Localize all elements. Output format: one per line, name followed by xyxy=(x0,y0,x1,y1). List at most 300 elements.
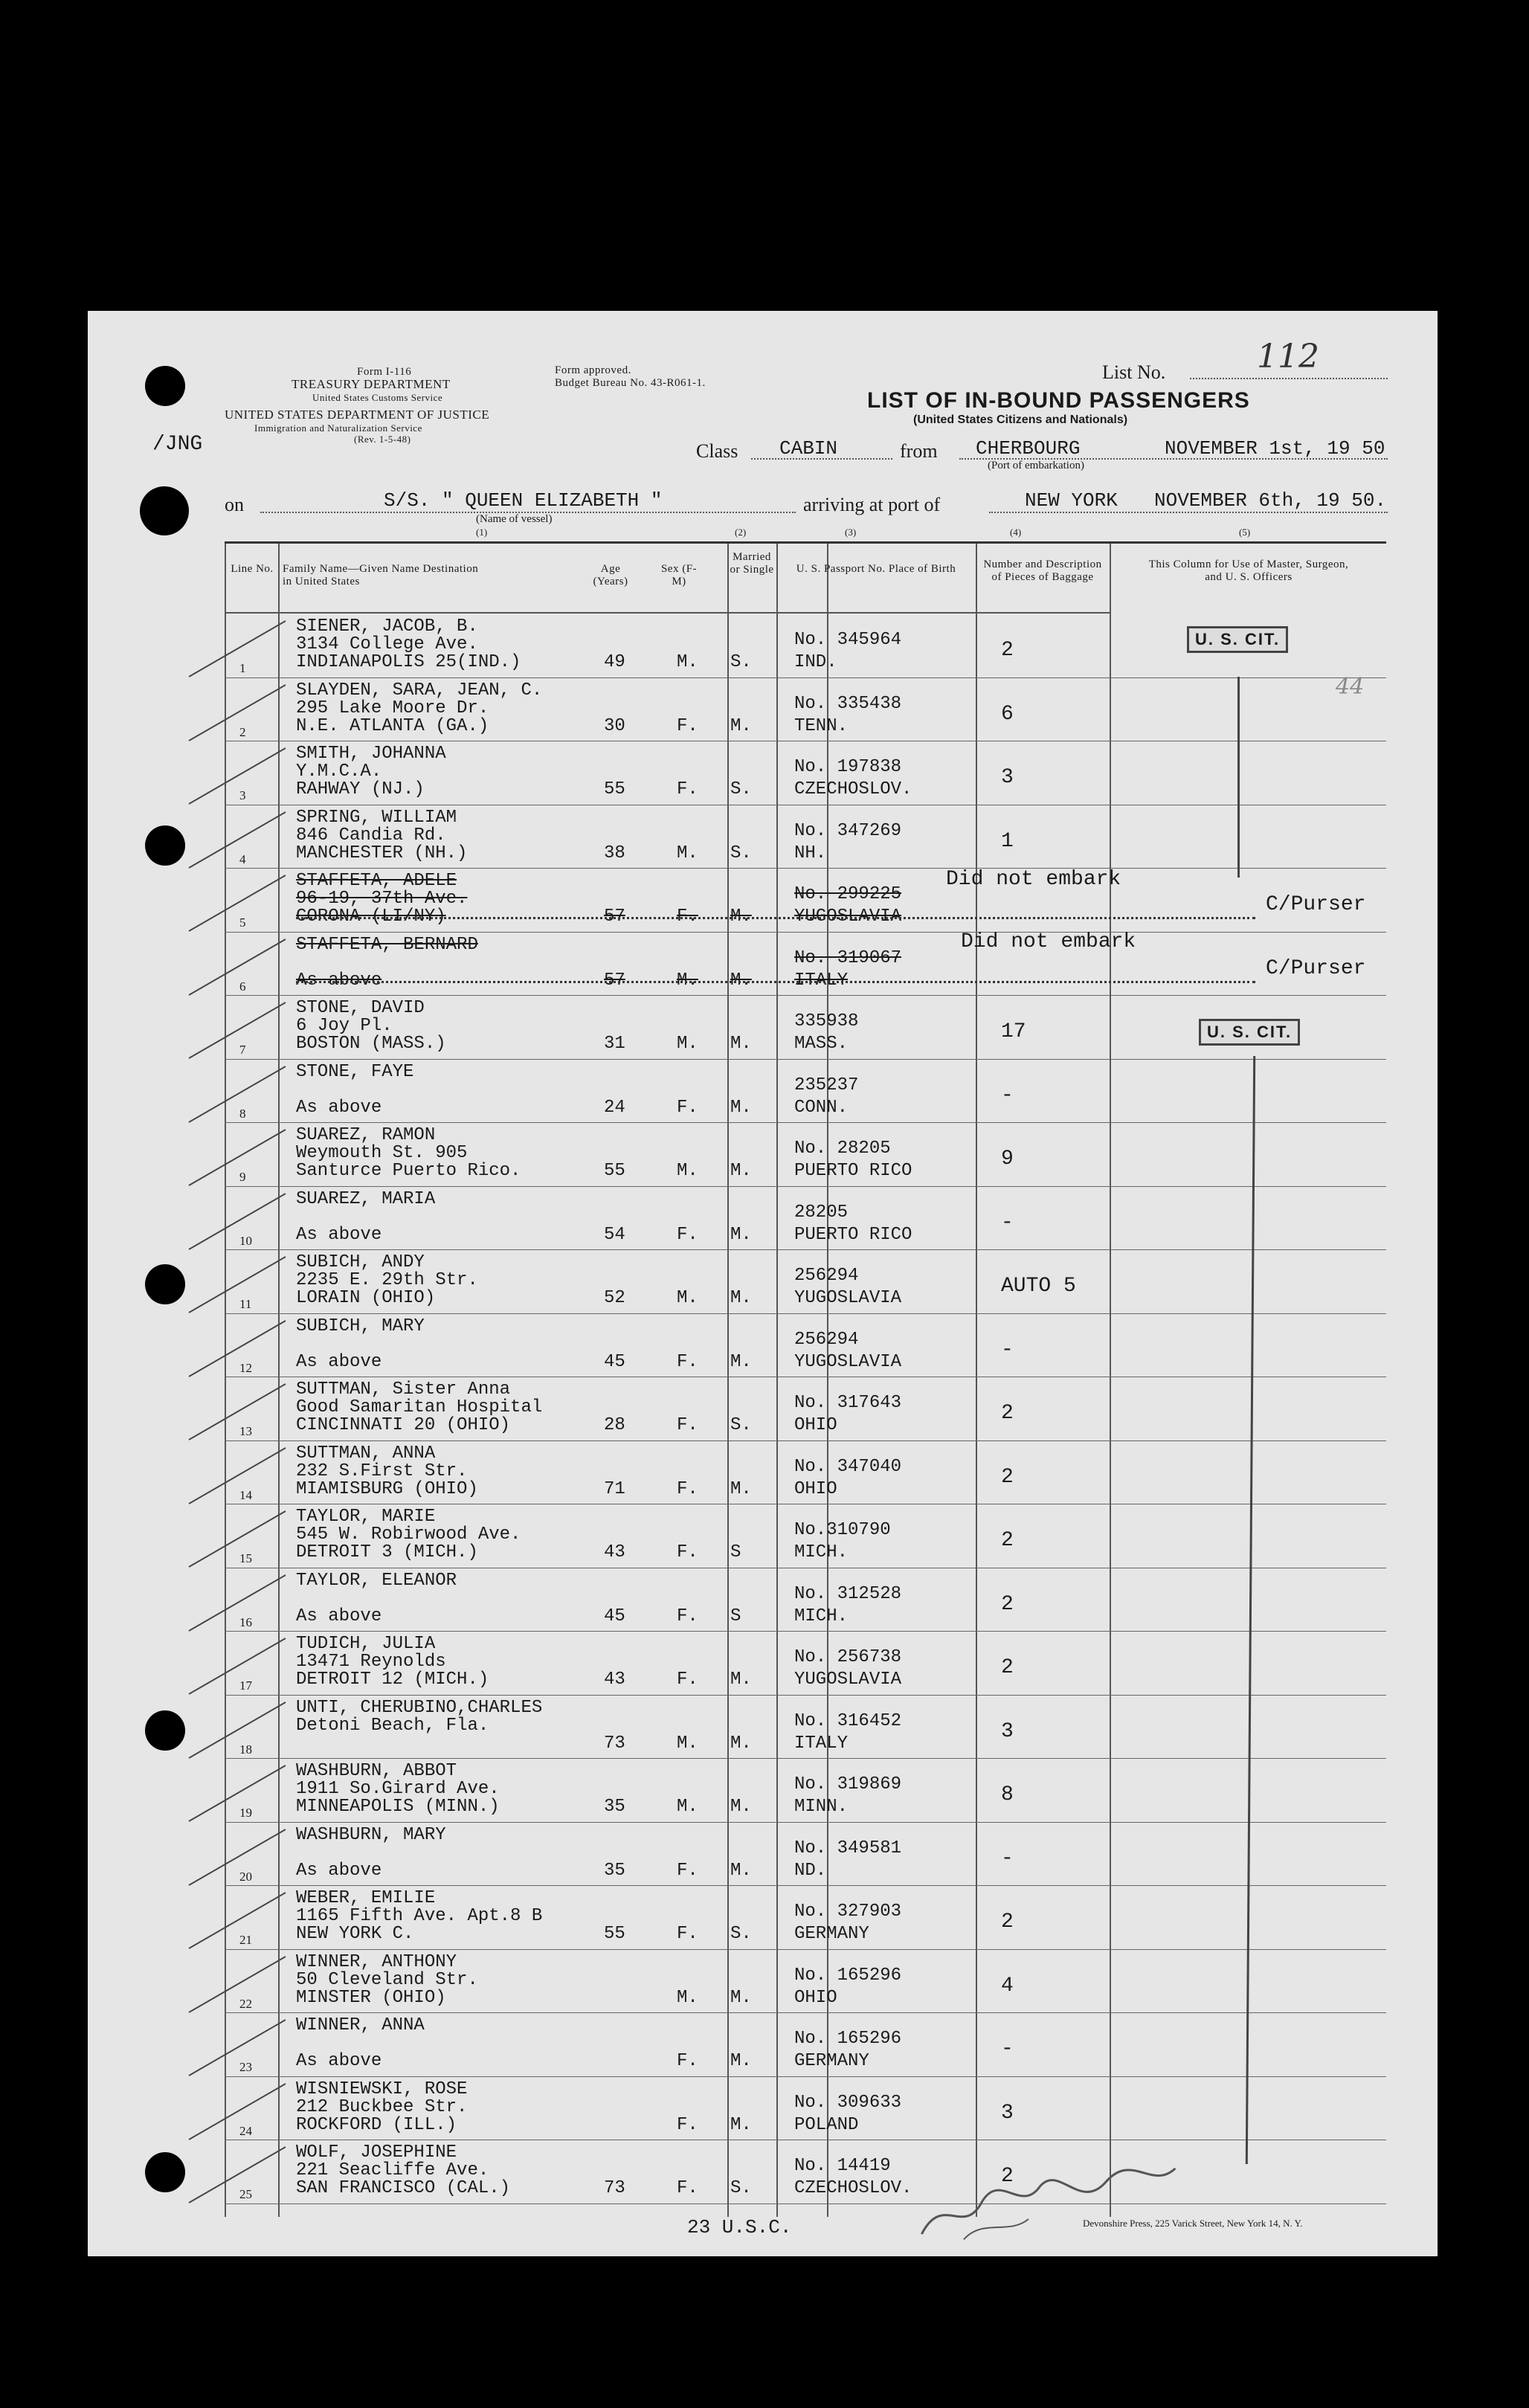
passenger-sex: M. xyxy=(677,1987,698,2008)
passenger-age: 73 xyxy=(604,2178,625,2198)
passenger-address: Y.M.C.A. xyxy=(296,762,382,782)
passenger-address: 221 Seacliffe Ave. xyxy=(296,2160,489,2180)
passport-number: No. 317643 xyxy=(794,1393,902,1413)
passenger-city: MIAMISBURG (OHIO) xyxy=(296,1478,478,1499)
embark-port-caption: (Port of embarkation) xyxy=(988,460,1084,471)
place-of-birth: YUGOSLAVIA xyxy=(794,907,902,927)
baggage-count: - xyxy=(1001,2038,1014,2061)
embark-date: NOVEMBER 1st, 19 50 xyxy=(1165,437,1385,460)
passenger-city: Santurce Puerto Rico. xyxy=(296,1161,521,1181)
passenger-name: SLAYDEN, SARA, JEAN, C. xyxy=(296,680,543,701)
passenger-city: CINCINNATI 20 (OHIO) xyxy=(296,1415,511,1435)
table-row xyxy=(225,1249,1386,1314)
revision: (Rev. 1-5-48) xyxy=(354,434,411,445)
baggage-count: 3 xyxy=(1001,766,1014,789)
justice-dept: UNITED STATES DEPARTMENT OF JUSTICE xyxy=(225,408,490,422)
passenger-city: As above xyxy=(296,1097,382,1118)
line-number: 19 xyxy=(239,1806,252,1820)
place-of-birth: YUGOSLAVIA xyxy=(794,1351,902,1372)
passenger-sex: F. xyxy=(677,1478,698,1499)
line-number: 5 xyxy=(239,915,246,930)
passenger-name: SUTTMAN, ANNA xyxy=(296,1443,436,1464)
passenger-age: 54 xyxy=(604,1224,625,1245)
table-row xyxy=(225,741,1386,805)
table-row xyxy=(225,1122,1386,1187)
passenger-age: 71 xyxy=(604,1478,625,1499)
passport-number: 256294 xyxy=(794,1329,859,1350)
marital-status: S. xyxy=(730,843,752,863)
vessel-caption: (Name of vessel) xyxy=(476,513,553,525)
passenger-address: 1165 Fifth Ave. Apt.8 B xyxy=(296,1906,543,1926)
status-note: Did not embark xyxy=(946,868,1121,891)
passenger-sex: F. xyxy=(677,1670,698,1690)
marital-status: S. xyxy=(730,1415,752,1435)
marital-status: M. xyxy=(730,715,752,736)
passenger-age: 73 xyxy=(604,1733,625,1754)
passenger-sex: F. xyxy=(677,2114,698,2135)
baggage-count: 2 xyxy=(1001,1465,1014,1489)
budget-bureau: Budget Bureau No. 43-R061-1. xyxy=(555,377,706,389)
passenger-city: RAHWAY (NJ.) xyxy=(296,779,425,799)
passenger-sex: F. xyxy=(677,907,698,927)
passenger-city: MINNEAPOLIS (MINN.) xyxy=(296,1797,500,1817)
passenger-city: DETROIT 3 (MICH.) xyxy=(296,1542,478,1562)
line-number: 11 xyxy=(239,1297,252,1311)
passenger-name: SIENER, JACOB, B. xyxy=(296,617,478,637)
form-number: Form I-116 xyxy=(357,366,412,378)
passenger-name: TAYLOR, MARIE xyxy=(296,1507,436,1527)
passenger-age: 35 xyxy=(604,1797,625,1817)
marital-status: M. xyxy=(730,2051,752,2071)
passenger-age: 43 xyxy=(604,1542,625,1562)
place-of-birth: POLAND xyxy=(794,2114,859,2135)
passenger-address: 232 S.First Str. xyxy=(296,1461,468,1481)
passenger-sex: F. xyxy=(677,2051,698,2071)
marital-status: M. xyxy=(730,1478,752,1499)
col-num-1: (1) xyxy=(476,527,488,538)
passenger-city: As above xyxy=(296,1860,382,1881)
passenger-name: TUDICH, JULIA xyxy=(296,1634,436,1654)
table-row xyxy=(225,2076,1386,2141)
passport-number: 256294 xyxy=(794,1266,859,1286)
vessel-name: S/S. " QUEEN ELIZABETH " xyxy=(384,489,663,512)
passenger-name: SUAREZ, RAMON xyxy=(296,1125,436,1145)
passenger-age: 55 xyxy=(604,1924,625,1944)
line-number: 4 xyxy=(239,852,246,866)
marital-status: M. xyxy=(730,907,752,927)
passenger-name: SPRING, WILLIAM xyxy=(296,807,457,828)
line-number: 22 xyxy=(239,1996,252,2011)
status-note: Did not embark xyxy=(961,930,1136,953)
line-number: 18 xyxy=(239,1742,252,1757)
line-number: 10 xyxy=(239,1233,252,1248)
passenger-name: WASHBURN, MARY xyxy=(296,1824,446,1845)
passenger-name: SUBICH, MARY xyxy=(296,1316,425,1336)
passport-number: No. 165296 xyxy=(794,2029,902,2049)
binder-hole xyxy=(145,1264,185,1304)
baggage-count: 9 xyxy=(1001,1147,1014,1171)
passenger-age: 45 xyxy=(604,1606,625,1626)
place-of-birth: CONN. xyxy=(794,1097,849,1118)
table-row xyxy=(225,1313,1386,1378)
passenger-city: As above xyxy=(296,1606,382,1626)
baggage-count: 2 xyxy=(1001,1592,1014,1616)
passenger-name: SUTTMAN, Sister Anna xyxy=(296,1380,511,1400)
line-number: 2 xyxy=(239,724,246,739)
line-number: 25 xyxy=(239,2187,252,2201)
passenger-age: 28 xyxy=(604,1415,625,1435)
class-value: CABIN xyxy=(779,437,838,460)
baggage-count: 2 xyxy=(1001,639,1014,662)
passenger-age: 35 xyxy=(604,1860,625,1881)
purser-note: C/Purser xyxy=(1266,956,1366,980)
marital-status: M. xyxy=(730,1351,752,1372)
passenger-city: ROCKFORD (ILL.) xyxy=(296,2114,457,2135)
table-row xyxy=(225,1377,1386,1441)
passenger-address: 50 Cleveland Str. xyxy=(296,1969,478,1990)
passenger-sex: F. xyxy=(677,1924,698,1944)
col-header-married: Married or Single xyxy=(730,551,774,576)
passenger-name: UNTI, CHERUBINO,CHARLES xyxy=(296,1697,543,1718)
place-of-birth: MICH. xyxy=(794,1542,849,1562)
passport-number: No. 319869 xyxy=(794,1774,902,1794)
passenger-name: WISNIEWSKI, ROSE xyxy=(296,2079,468,2099)
place-of-birth: YUGOSLAVIA xyxy=(794,1670,902,1690)
place-of-birth: IND. xyxy=(794,652,837,672)
col-num-4: (4) xyxy=(1010,527,1022,538)
passenger-city: MANCHESTER (NH.) xyxy=(296,843,468,863)
place-of-birth: TENN. xyxy=(794,715,849,736)
place-of-birth: CZECHOSLOV. xyxy=(794,779,912,799)
line-number: 17 xyxy=(239,1678,252,1693)
on-label: on xyxy=(225,494,244,515)
passenger-address: 545 W. Robirwood Ave. xyxy=(296,1525,521,1545)
passenger-age: 38 xyxy=(604,843,625,863)
passenger-address: 13471 Reynolds xyxy=(296,1652,446,1672)
passport-number: No. 197838 xyxy=(794,757,902,777)
table-row xyxy=(225,1822,1386,1887)
line-number: 8 xyxy=(239,1106,246,1121)
table-row xyxy=(225,1059,1386,1124)
treasury-dept: TREASURY DEPARTMENT xyxy=(292,377,451,391)
line-number: 7 xyxy=(239,1043,246,1057)
passenger-age: 57 xyxy=(604,907,625,927)
marital-status: S. xyxy=(730,2178,752,2198)
passenger-city: CORONA (LI/NY) xyxy=(296,907,446,927)
passport-number: No. 335438 xyxy=(794,693,902,714)
passport-number: No. 299225 xyxy=(794,884,902,904)
passenger-address: 1911 So.Girard Ave. xyxy=(296,1779,500,1799)
passenger-city: DETROIT 12 (MICH.) xyxy=(296,1670,489,1690)
line-number: 23 xyxy=(239,2060,252,2074)
ins-service: Immigration and Naturalization Service xyxy=(254,422,422,434)
line-number: 21 xyxy=(239,1933,252,1947)
table-row xyxy=(225,1440,1386,1505)
passenger-name: SUAREZ, MARIA xyxy=(296,1188,436,1209)
place-of-birth: MICH. xyxy=(794,1606,849,1626)
passenger-city: As above xyxy=(296,1224,382,1245)
place-of-birth: MASS. xyxy=(794,1034,849,1054)
baggage-count: 6 xyxy=(1001,702,1014,726)
us-citizen-stamp: U. S. CIT. xyxy=(1199,1019,1300,1046)
passenger-address: Weymouth St. 905 xyxy=(296,1143,468,1163)
passport-number: No. 14419 xyxy=(794,2156,891,2176)
passenger-address: 846 Candia Rd. xyxy=(296,825,446,846)
place-of-birth: OHIO xyxy=(794,1415,837,1435)
passenger-sex: F. xyxy=(677,1097,698,1118)
marital-status: M. xyxy=(730,1860,752,1881)
passenger-address: 295 Lake Moore Dr. xyxy=(296,698,489,718)
line-number: 13 xyxy=(239,1424,252,1438)
baggage-count: - xyxy=(1001,1847,1014,1870)
line-number: 12 xyxy=(239,1360,252,1375)
passenger-age: 24 xyxy=(604,1097,625,1118)
passenger-city: BOSTON (MASS.) xyxy=(296,1034,446,1054)
col-header-line: Line No. xyxy=(231,563,274,575)
passenger-name: STAFFETA, BERNARD xyxy=(296,934,478,955)
baggage-count: 2 xyxy=(1001,2165,1014,2188)
line-number: 9 xyxy=(239,1170,246,1184)
passenger-age: 30 xyxy=(604,715,625,736)
from-dotline xyxy=(959,458,1388,460)
marital-status: M. xyxy=(730,1797,752,1817)
passenger-address: 3134 College Ave. xyxy=(296,634,478,654)
passport-number: No. 309633 xyxy=(794,2092,902,2113)
col-header-baggage: Number and Description of Pieces of Baggage xyxy=(983,558,1102,583)
passenger-address: 96-19, 37th Ave. xyxy=(296,889,468,909)
baggage-count: 3 xyxy=(1001,2101,1014,2125)
passport-number: No. 165296 xyxy=(794,1965,902,1986)
passenger-address: 2235 E. 29th Str. xyxy=(296,1270,478,1290)
col-num-3: (3) xyxy=(845,527,857,538)
passport-number: No. 347040 xyxy=(794,1456,902,1477)
passenger-sex: F. xyxy=(677,1351,698,1372)
passenger-address: Detoni Beach, Fla. xyxy=(296,1715,489,1736)
line-number: 1 xyxy=(239,661,246,675)
passenger-sex: F. xyxy=(677,1542,698,1562)
marital-status: S. xyxy=(730,652,752,672)
passenger-name: STONE, FAYE xyxy=(296,1061,414,1082)
passport-number: 335938 xyxy=(794,1011,859,1031)
baggage-count: - xyxy=(1001,1338,1014,1362)
place-of-birth: PUERTO RICO xyxy=(794,1224,912,1245)
passenger-sex: F. xyxy=(677,1606,698,1626)
col-header-age: Age (Years) xyxy=(593,563,628,587)
table-row xyxy=(225,1695,1386,1760)
arrival-date: NOVEMBER 6th, 19 50. xyxy=(1154,489,1387,512)
table-row xyxy=(225,1186,1386,1251)
table-row xyxy=(225,1568,1386,1632)
passport-number: No. 256738 xyxy=(794,1647,902,1667)
passenger-name: TAYLOR, ELEANOR xyxy=(296,1570,457,1591)
baggage-count: 2 xyxy=(1001,1910,1014,1934)
dotted-leader xyxy=(296,981,1255,983)
passenger-city: MINSTER (OHIO) xyxy=(296,1987,446,2008)
passenger-name: WINNER, ANNA xyxy=(296,2015,425,2035)
col-header-official: This Column for Use of Master, Surgeon, and U. S. Officers xyxy=(1148,558,1349,583)
passenger-city: SAN FRANCISCO (CAL.) xyxy=(296,2178,511,2198)
passport-number: No. 345964 xyxy=(794,630,902,650)
table-row xyxy=(225,1504,1386,1568)
table-row xyxy=(225,1949,1386,2014)
passport-number: No. 327903 xyxy=(794,1902,902,1922)
arrival-port: NEW YORK xyxy=(1025,489,1118,512)
line-number: 3 xyxy=(239,788,246,802)
margin-count-note: 44 xyxy=(1336,674,1365,700)
baggage-count: 3 xyxy=(1001,1719,1014,1743)
class-label: Class xyxy=(696,440,738,462)
marital-status: M. xyxy=(730,1097,752,1118)
col-header-passport: U. S. Passport No. Place of Birth xyxy=(796,563,956,575)
passenger-sex: F. xyxy=(677,1224,698,1245)
marital-status: M. xyxy=(730,970,752,991)
baggage-count: - xyxy=(1001,1211,1014,1234)
place-of-birth: ND. xyxy=(794,1860,827,1881)
passenger-table xyxy=(225,541,1386,2217)
line-number: 15 xyxy=(239,1551,252,1565)
marital-status: S. xyxy=(730,1924,752,1944)
col-header-name: Family Name—Given Name Destination in United States xyxy=(283,563,479,587)
passenger-age: 55 xyxy=(604,779,625,799)
passenger-sex: M. xyxy=(677,1797,698,1817)
table-row xyxy=(225,2140,1386,2204)
passenger-sex: M. xyxy=(677,970,698,991)
table-row xyxy=(225,868,1386,933)
table-row xyxy=(225,1631,1386,1696)
passenger-address: Good Samaritan Hospital xyxy=(296,1397,543,1417)
place-of-birth: ITALY xyxy=(794,1733,849,1754)
passenger-sex: F. xyxy=(677,1860,698,1881)
passenger-city: N.E. ATLANTA (GA.) xyxy=(296,715,489,736)
printer-note: Devonshire Press, 225 Varick Street, New York 14, N. Y. xyxy=(1083,2218,1303,2229)
passenger-sex: M. xyxy=(677,1034,698,1054)
passenger-name: STONE, DAVID xyxy=(296,998,425,1018)
passenger-name: WEBER, EMILIE xyxy=(296,1888,436,1908)
passenger-address: 6 Joy Pl. xyxy=(296,1016,393,1036)
passenger-sex: F. xyxy=(677,779,698,799)
place-of-birth: GERMANY xyxy=(794,1924,869,1944)
line-number: 6 xyxy=(239,979,246,994)
dotted-leader xyxy=(296,917,1255,919)
col-num-2: (2) xyxy=(735,527,747,538)
line-number: 24 xyxy=(239,2123,252,2138)
binder-hole xyxy=(145,825,185,866)
customs-service: United States Customs Service xyxy=(312,392,443,403)
passenger-sex: F. xyxy=(677,1415,698,1435)
page-subtitle: (United States Citizens and Nationals) xyxy=(913,413,1128,426)
marital-status: M. xyxy=(730,2114,752,2135)
place-of-birth: MINN. xyxy=(794,1797,849,1817)
table-row xyxy=(225,2012,1386,2077)
passport-number: No. 312528 xyxy=(794,1583,902,1604)
passenger-city: NEW YORK C. xyxy=(296,1924,414,1944)
us-citizen-stamp: U. S. CIT. xyxy=(1187,626,1288,653)
place-of-birth: YUGOSLAVIA xyxy=(794,1288,902,1308)
passenger-sex: M. xyxy=(677,1733,698,1754)
passenger-city: LORAIN (OHIO) xyxy=(296,1288,436,1308)
embark-port: CHERBOURG xyxy=(976,437,1081,460)
line-number: 16 xyxy=(239,1615,252,1629)
marital-status: M. xyxy=(730,1987,752,2008)
passenger-name: SMITH, JOHANNA xyxy=(296,744,446,764)
passenger-city: As above xyxy=(296,2051,382,2071)
baggage-count: 17 xyxy=(1001,1020,1026,1043)
table-row xyxy=(225,677,1386,742)
passport-number: No. 316452 xyxy=(794,1710,902,1731)
purser-note: C/Purser xyxy=(1266,893,1366,916)
passenger-address: 212 Buckbee Str. xyxy=(296,2096,468,2117)
binder-hole xyxy=(140,486,189,535)
baggage-count: 2 xyxy=(1001,1656,1014,1679)
place-of-birth: GERMANY xyxy=(794,2051,869,2071)
passenger-sex: F. xyxy=(677,715,698,736)
binder-hole xyxy=(145,366,185,406)
passenger-sex: F. xyxy=(677,2178,698,2198)
passport-number: No.310790 xyxy=(794,1520,891,1540)
from-label: from xyxy=(900,440,938,462)
marital-status: M. xyxy=(730,1288,752,1308)
passenger-age: 43 xyxy=(604,1670,625,1690)
passenger-sex: M. xyxy=(677,1288,698,1308)
binder-hole xyxy=(145,2152,185,2192)
place-of-birth: CZECHOSLOV. xyxy=(794,2178,912,2198)
table-row xyxy=(225,805,1386,869)
class-dotline xyxy=(751,458,892,460)
passenger-city: As above xyxy=(296,970,382,991)
passenger-age: 57 xyxy=(604,970,625,991)
marital-status: M. xyxy=(730,1733,752,1754)
passport-number: 28205 xyxy=(794,1202,849,1223)
passenger-name: WOLF, JOSEPHINE xyxy=(296,2143,457,2163)
passenger-age: 31 xyxy=(604,1034,625,1054)
baggage-count: - xyxy=(1001,1084,1014,1107)
baggage-count: 2 xyxy=(1001,1529,1014,1552)
passenger-sex: M. xyxy=(677,843,698,863)
passenger-sex: M. xyxy=(677,652,698,672)
page-title: LIST OF IN-BOUND PASSENGERS xyxy=(867,388,1250,413)
passenger-city: As above xyxy=(296,1351,382,1372)
marital-status: S xyxy=(730,1606,741,1626)
check-line xyxy=(1237,677,1240,878)
marital-status: M. xyxy=(730,1670,752,1690)
binder-hole xyxy=(145,1710,185,1751)
col-num-5: (5) xyxy=(1239,527,1251,538)
passport-number: 235237 xyxy=(794,1075,859,1095)
arriving-label: arriving at port of xyxy=(803,494,941,515)
baggage-count: AUTO 5 xyxy=(1001,1275,1076,1298)
passenger-age: 52 xyxy=(604,1288,625,1308)
passenger-name: STAFFETA, ADELE xyxy=(296,871,457,891)
arrival-dotline xyxy=(989,512,1388,513)
marital-status: M. xyxy=(730,1224,752,1245)
marital-status: S xyxy=(730,1542,741,1562)
baggage-count: 4 xyxy=(1001,1974,1014,1997)
line-number: 14 xyxy=(239,1487,252,1502)
marital-status: S. xyxy=(730,779,752,799)
line-number: 20 xyxy=(239,1869,252,1884)
marital-status: M. xyxy=(730,1161,752,1181)
place-of-birth: OHIO xyxy=(794,1987,837,2008)
passenger-city: INDIANAPOLIS 25(IND.) xyxy=(296,652,521,672)
passport-number: No. 349581 xyxy=(794,1838,902,1858)
passenger-name: WASHBURN, ABBOT xyxy=(296,1761,457,1781)
list-no-dotline xyxy=(1190,378,1388,379)
passenger-age: 45 xyxy=(604,1351,625,1372)
baggage-count: 2 xyxy=(1001,1402,1014,1425)
baggage-count: 8 xyxy=(1001,1783,1014,1806)
form-approved: Form approved. xyxy=(555,364,631,376)
passenger-sex: M. xyxy=(677,1161,698,1181)
